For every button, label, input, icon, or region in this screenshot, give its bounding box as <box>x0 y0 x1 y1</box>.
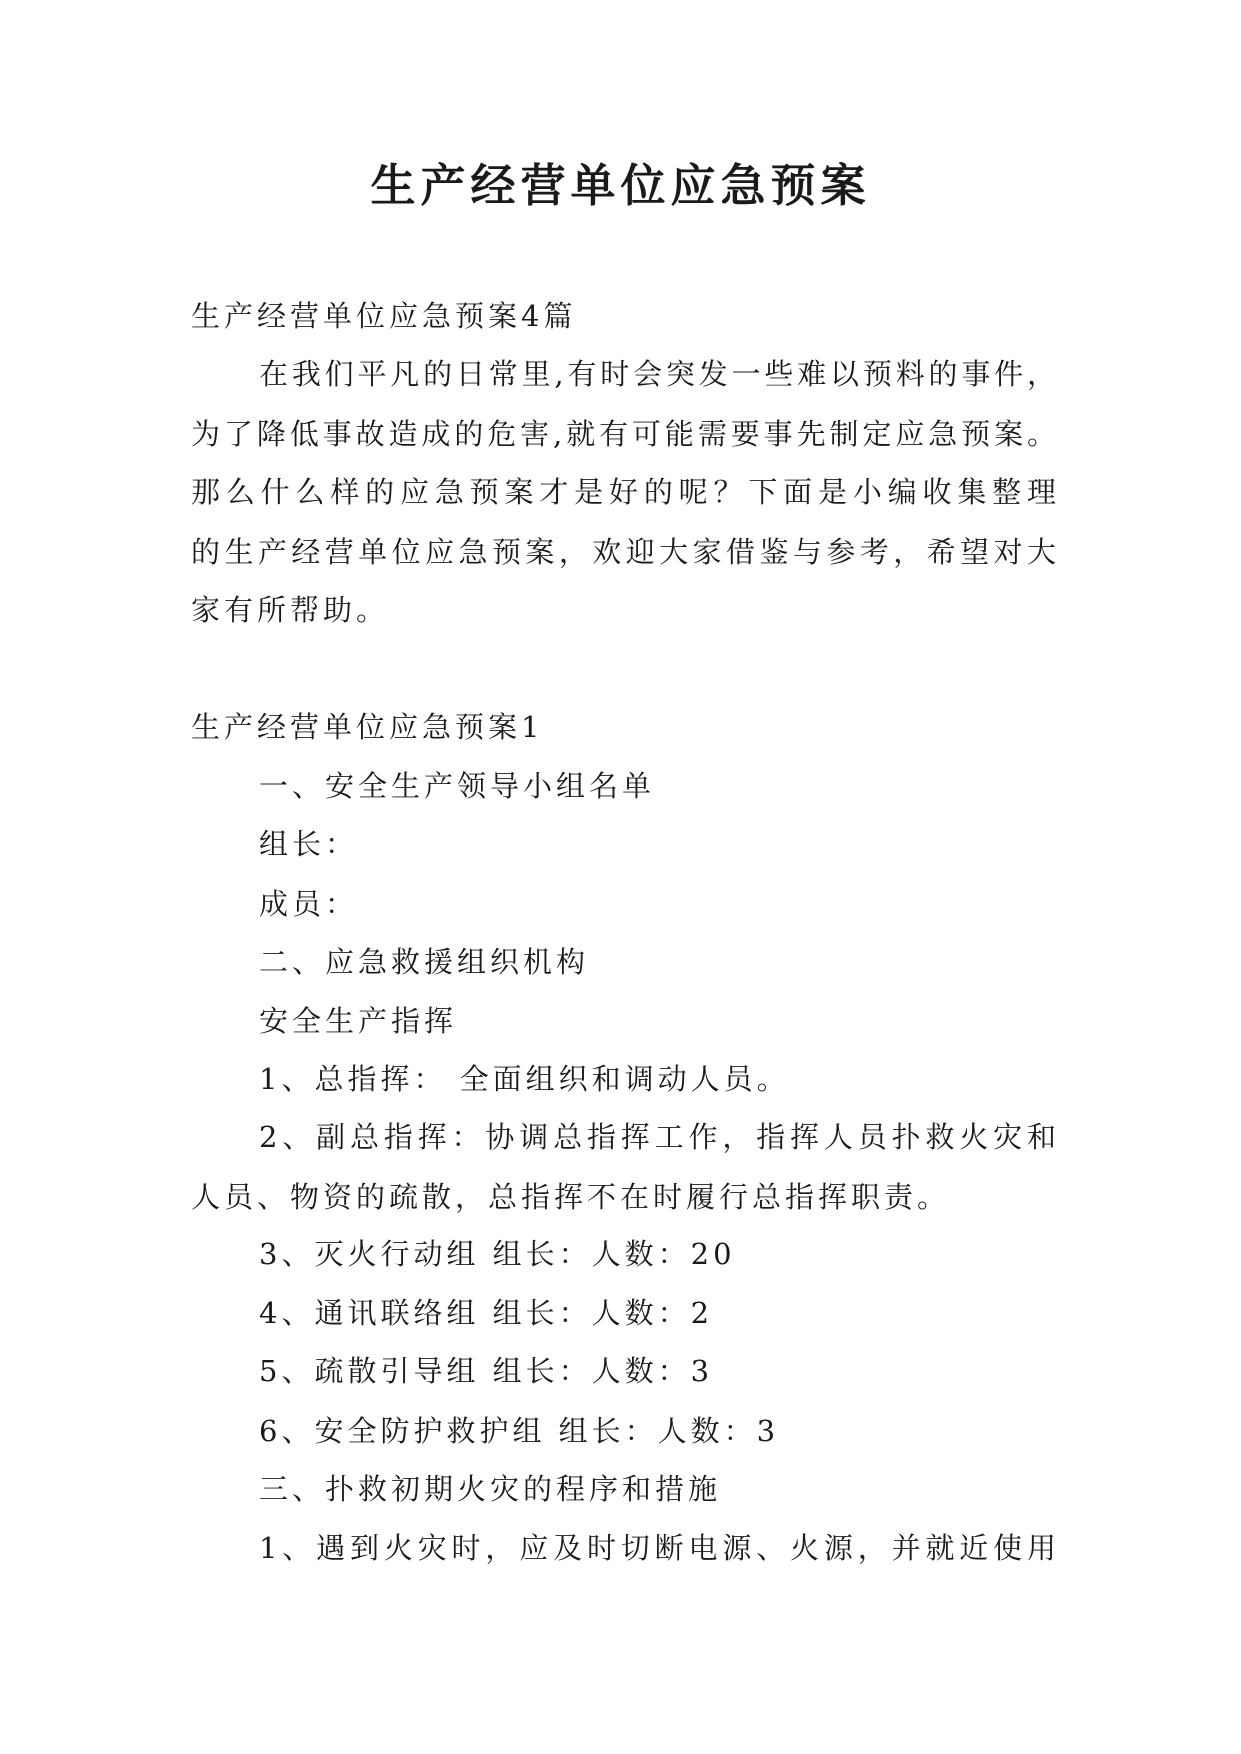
paragraph-line: 5、疏散引导组 组长：人数：3 <box>259 1354 714 1388</box>
paragraph-line: 家有所帮助。 <box>191 593 390 627</box>
paragraph-line: 2、副总指挥：协调总指挥工作，指挥人员扑救火灾和 <box>259 1120 1057 1154</box>
paragraph-line: 的生产经营单位应急预案，欢迎大家借鉴与参考，希望对大 <box>191 535 1057 569</box>
section-heading: 生产经营单位应急预案1 <box>191 710 544 744</box>
paragraph-line: 成员： <box>259 887 359 921</box>
paragraph-line: 1、总指挥： 全面组织和调动人员。 <box>259 1062 790 1096</box>
paragraph-line: 那么什么样的应急预案才是好的呢？下面是小编收集整理 <box>191 475 1057 509</box>
paragraph-line: 组长： <box>259 827 359 861</box>
paragraph-line: 6、安全防护救护组 组长：人数：3 <box>259 1414 780 1448</box>
paragraph-line: 人员、物资的疏散，总指挥不在时履行总指挥职责。 <box>191 1180 951 1214</box>
paragraph-line: 一、安全生产领导小组名单 <box>259 769 656 803</box>
paragraph-line: 4、通讯联络组 组长：人数：2 <box>259 1296 714 1330</box>
subtitle-line: 生产经营单位应急预案4篇 <box>191 299 577 333</box>
paragraph-line: 安全生产指挥 <box>259 1004 458 1038</box>
paragraph-line: 在我们平凡的日常里,有时会突发一些难以预料的事件， <box>259 357 1057 391</box>
document-title: 生产经营单位应急预案 <box>370 159 871 212</box>
paragraph-line: 1、遇到火灾时，应及时切断电源、火源，并就近使用 <box>259 1531 1057 1565</box>
paragraph-line: 为了降低事故造成的危害,就有可能需要事先制定应急预案。 <box>191 417 1057 451</box>
paragraph-line: 二、应急救援组织机构 <box>259 945 590 979</box>
paragraph-line: 三、扑救初期火灾的程序和措施 <box>259 1472 722 1506</box>
paragraph-line: 3、灭火行动组 组长：人数：20 <box>259 1237 736 1271</box>
